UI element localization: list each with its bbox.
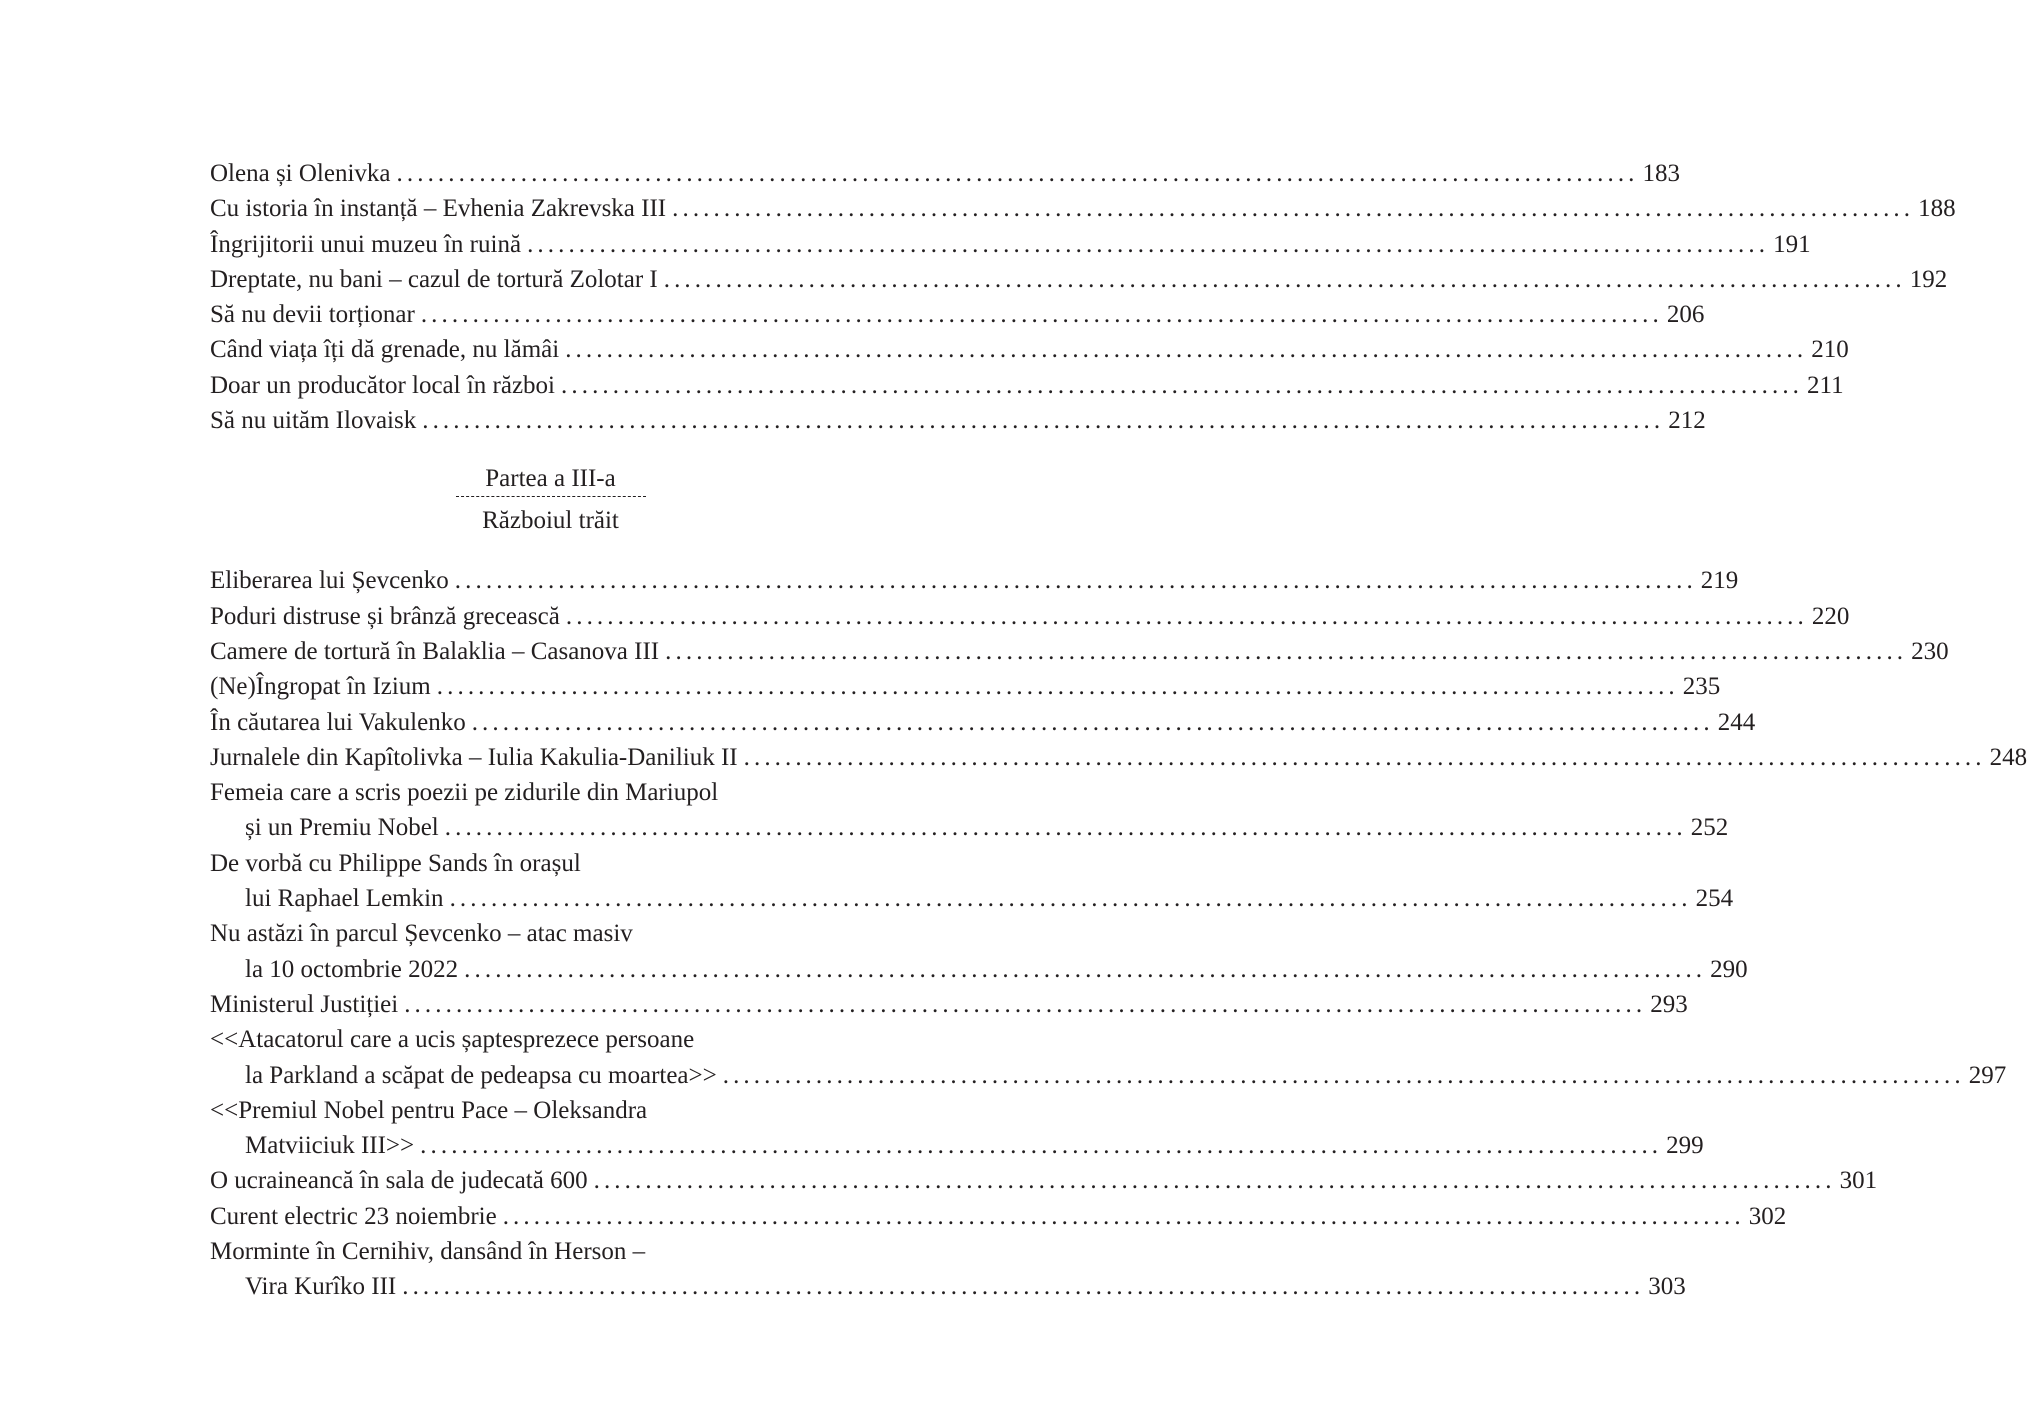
part-title: Războiul trăit bbox=[482, 507, 619, 535]
toc-entry-line bbox=[210, 1128, 1704, 1163]
toc-entry-line bbox=[210, 563, 1739, 598]
toc-entry-line bbox=[210, 810, 1729, 845]
part-divider bbox=[456, 496, 646, 497]
toc-entry-jurnalele-din-kapitolivka-iulia-kakulia-[interactable] bbox=[210, 740, 2027, 775]
toc-page-number: 211 bbox=[1807, 371, 1844, 399]
table-of-contents bbox=[210, 156, 2027, 1305]
toc-entry-in-cautarea-lui-vakulenko[interactable] bbox=[210, 705, 1756, 740]
toc-entry-line bbox=[210, 881, 1734, 916]
dot-leader: ........................................................................................................................ bbox=[444, 814, 1687, 842]
toc-entry-eliberarea-lui-sevcenko[interactable] bbox=[210, 563, 1739, 598]
toc-entry-title: Să nu devii torționar bbox=[210, 301, 415, 329]
toc-entry-title: Morminte în Cernihiv, dansând în Herson – bbox=[210, 1238, 646, 1266]
dot-leader: ........................................................................................................................ bbox=[420, 301, 1663, 329]
toc-entry-femeia-care-a-scris-poezii-pe-zidurile-d[interactable] bbox=[210, 775, 1729, 846]
dot-leader: ........................................................................................................................ bbox=[422, 407, 1665, 435]
toc-entry-title: Dreptate, nu bani – cazul de tortură Zolotar I bbox=[210, 265, 658, 293]
toc-page-number: 293 bbox=[1650, 990, 1688, 1018]
toc-page-number: 248 bbox=[1989, 743, 2027, 771]
toc-entry-line bbox=[210, 262, 1948, 297]
toc-page-number: 235 bbox=[1682, 673, 1721, 701]
toc-entry-title: Îngrijitorii unui muzeu în ruină bbox=[210, 230, 522, 258]
toc-page-number: 192 bbox=[1909, 265, 1948, 293]
toc-entry-line bbox=[210, 1199, 1787, 1234]
dot-leader: ........................................................................................................................ bbox=[502, 1202, 1745, 1230]
toc-entry-title: În căutarea lui Vakulenko bbox=[210, 708, 466, 736]
dot-leader: ........................................................................................................................ bbox=[404, 990, 1647, 1018]
toc-entry-line bbox=[210, 1093, 891, 1128]
dot-leader: ........................................................................................................................ bbox=[665, 637, 1908, 665]
toc-page-number: 301 bbox=[1839, 1167, 1878, 1195]
toc-page-number: 188 bbox=[1918, 195, 1956, 223]
toc-page-number: 206 bbox=[1666, 301, 1705, 329]
dot-leader: ........................................................................................................................ bbox=[672, 195, 1915, 223]
toc-page-number: 220 bbox=[1811, 602, 1850, 630]
toc-entry-title: Eliberarea lui Șevcenko bbox=[210, 567, 449, 595]
toc-entry-title: Ministerul Justiției bbox=[210, 990, 399, 1018]
toc-entry-title: Femeia care a scris poezii pe zidurile din Mariupol bbox=[210, 779, 719, 807]
dot-leader: ........................................................................................................................ bbox=[593, 1167, 1836, 1195]
toc-entry-title: <<Premiul Nobel pentru Pace – Oleksandra bbox=[210, 1096, 648, 1124]
toc-entry-title: Nu astăzi în parcul Șevcenko – atac masiv bbox=[210, 920, 633, 948]
toc-page-number: 254 bbox=[1695, 885, 1734, 913]
toc-page-number: 303 bbox=[1648, 1273, 1686, 1301]
toc-entry-line bbox=[210, 368, 1844, 403]
toc-entry-curent-electric-23-noiembrie[interactable] bbox=[210, 1199, 1787, 1234]
dot-leader: ........................................................................................................................ bbox=[436, 673, 1679, 701]
toc-page-number: 297 bbox=[1968, 1061, 2007, 1089]
toc-entry-title: (Ne)Îngropat în Izium bbox=[210, 673, 431, 701]
toc-page-number: 302 bbox=[1748, 1202, 1787, 1230]
toc-entry-dreptate-nu-bani-cazul-de-tortura-zolota[interactable] bbox=[210, 262, 1948, 297]
toc-entry-title: De vorbă cu Philippe Sands în orașul bbox=[210, 849, 581, 877]
toc-entry-title: Camere de tortură în Balaklia – Casanova III bbox=[210, 637, 660, 665]
toc-entry-nu-astazi-in-parcul-sevcenko-atac-masiv[interactable] bbox=[210, 916, 1748, 987]
toc-entry-line bbox=[210, 1163, 1878, 1198]
toc-page-number: 244 bbox=[1717, 708, 1756, 736]
toc-page-number: 252 bbox=[1690, 814, 1729, 842]
toc-entry-title: Curent electric 23 noiembrie bbox=[210, 1202, 497, 1230]
dot-leader: ........................................................................................................................ bbox=[420, 1132, 1663, 1160]
toc-entry-ne-ingropat-in-izium[interactable] bbox=[210, 669, 1721, 704]
toc-entry-title: Să nu uităm Ilovaisk bbox=[210, 407, 417, 435]
toc-page-number: 210 bbox=[1811, 336, 1849, 364]
toc-entry-line bbox=[210, 705, 1756, 740]
toc-entry-sa-nu-uitam-ilovaisk[interactable] bbox=[210, 403, 1706, 438]
toc-page-number: 299 bbox=[1666, 1132, 1704, 1160]
toc-entry-premiul-nobel-pentru-pace-oleksandra[interactable] bbox=[210, 1093, 1704, 1164]
toc-entry-line bbox=[210, 846, 891, 881]
toc-entry-olena-si-olenivka[interactable] bbox=[210, 156, 1681, 191]
toc-entry-cu-istoria-in-instanta-evhenia-zakrevska[interactable] bbox=[210, 191, 1956, 226]
toc-entry-title: la 10 octombrie 2022 bbox=[245, 955, 459, 983]
toc-entry-o-ucraineanca-in-sala-de-judecata-600[interactable] bbox=[210, 1163, 1878, 1198]
dot-leader: ........................................................................................................................ bbox=[565, 602, 1808, 630]
dot-leader: ........................................................................................................................ bbox=[402, 1273, 1645, 1301]
dot-leader: ........................................................................................................................ bbox=[396, 160, 1639, 187]
dot-leader: ........................................................................................................................ bbox=[464, 955, 1707, 983]
toc-entry-line bbox=[210, 669, 1721, 704]
toc-entry-line bbox=[210, 775, 891, 810]
dot-leader: ........................................................................................................................ bbox=[471, 708, 1714, 736]
toc-entry-title: lui Raphael Lemkin bbox=[245, 885, 444, 913]
toc-entry-title: <<Atacatorul care a ucis șaptesprezece persoane bbox=[210, 1026, 695, 1054]
toc-page-number: 183 bbox=[1642, 160, 1681, 187]
toc-entry-atacatorul-care-a-ucis-saptesprezece-per[interactable] bbox=[210, 1022, 2007, 1093]
dot-leader: ........................................................................................................................ bbox=[561, 371, 1804, 399]
toc-page-number: 212 bbox=[1668, 407, 1706, 435]
toc-page-number: 230 bbox=[1911, 637, 1949, 665]
dot-leader: ........................................................................................................................ bbox=[663, 265, 1906, 293]
toc-entry-line bbox=[210, 297, 1705, 332]
toc-page-number: 290 bbox=[1710, 955, 1748, 983]
toc-entry-line bbox=[210, 332, 1849, 367]
toc-entry-cand-viata-iti-da-grenade-nu-lamai[interactable] bbox=[210, 332, 1849, 367]
toc-entry-title: Doar un producător local în război bbox=[210, 371, 556, 399]
dot-leader: ........................................................................................................................ bbox=[449, 885, 1692, 913]
toc-entry-title: Jurnalele din Kapîtolivka – Iulia Kakulia-Daniliuk II bbox=[210, 743, 738, 771]
toc-page-number: 191 bbox=[1773, 230, 1811, 258]
toc-entry-title: Cu istoria în instanță – Evhenia Zakrevska III bbox=[210, 195, 667, 223]
toc-entry-line bbox=[210, 987, 1688, 1022]
dot-leader: ........................................................................................................................ bbox=[527, 230, 1770, 258]
toc-entry-title: Când viața îți dă grenade, nu lămâi bbox=[210, 336, 560, 364]
toc-entry-ministerul-justitiei[interactable] bbox=[210, 987, 1688, 1022]
toc-entry-camere-de-tortura-in-balaklia-casanova-i[interactable] bbox=[210, 634, 1949, 669]
toc-entry-title: Matviiciuk III>> bbox=[245, 1132, 415, 1160]
toc-entry-ingrijitorii-unui-muzeu-in-ruina[interactable] bbox=[210, 227, 1811, 262]
toc-entry-line bbox=[210, 599, 1850, 634]
toc-entry-title: Vira Kurîko III bbox=[245, 1273, 397, 1301]
toc-entry-line bbox=[210, 952, 1748, 987]
toc-page-number: 219 bbox=[1700, 567, 1739, 595]
toc-entry-sa-nu-devii-tortionar[interactable] bbox=[210, 297, 1705, 332]
toc-entry-title: O ucraineancă în sala de judecată 600 bbox=[210, 1167, 588, 1195]
toc-entry-doar-un-producator-local-in-razboi[interactable] bbox=[210, 368, 1844, 403]
toc-entry-line bbox=[210, 1058, 2007, 1093]
toc-entry-line bbox=[210, 1022, 891, 1057]
dot-leader: ........................................................................................................................ bbox=[454, 567, 1697, 595]
toc-entry-title: Olena și Olenivka bbox=[210, 160, 391, 187]
toc-entry-line bbox=[210, 740, 2027, 775]
toc-entry-line bbox=[210, 1269, 1686, 1304]
toc-entry-title: Poduri distruse și brânză grecească bbox=[210, 602, 560, 630]
toc-entry-de-vorba-cu-philippe-sands-in-orasul[interactable] bbox=[210, 846, 1734, 917]
dot-leader: ........................................................................................................................ bbox=[565, 336, 1808, 364]
part-label: Partea a III-a bbox=[485, 465, 616, 493]
toc-entry-line bbox=[210, 916, 891, 951]
toc-entry-line bbox=[210, 1234, 891, 1269]
part-heading bbox=[210, 462, 891, 541]
toc-entry-line bbox=[210, 156, 1681, 191]
toc-entry-poduri-distruse-si-branza-greceasca[interactable] bbox=[210, 599, 1850, 634]
toc-entry-morminte-in-cernihiv-dansand-in-herson[interactable] bbox=[210, 1234, 1686, 1305]
toc-entry-title: și un Premiu Nobel bbox=[245, 814, 439, 842]
toc-entry-line bbox=[210, 227, 1811, 262]
dot-leader: ........................................................................................................................ bbox=[722, 1061, 1965, 1089]
toc-entry-title: la Parkland a scăpat de pedeapsa cu moartea>> bbox=[245, 1061, 717, 1089]
dot-leader: ........................................................................................................................ bbox=[743, 743, 1986, 771]
toc-entry-line bbox=[210, 403, 1706, 438]
toc-entry-line bbox=[210, 191, 1956, 226]
toc-entry-line bbox=[210, 634, 1949, 669]
